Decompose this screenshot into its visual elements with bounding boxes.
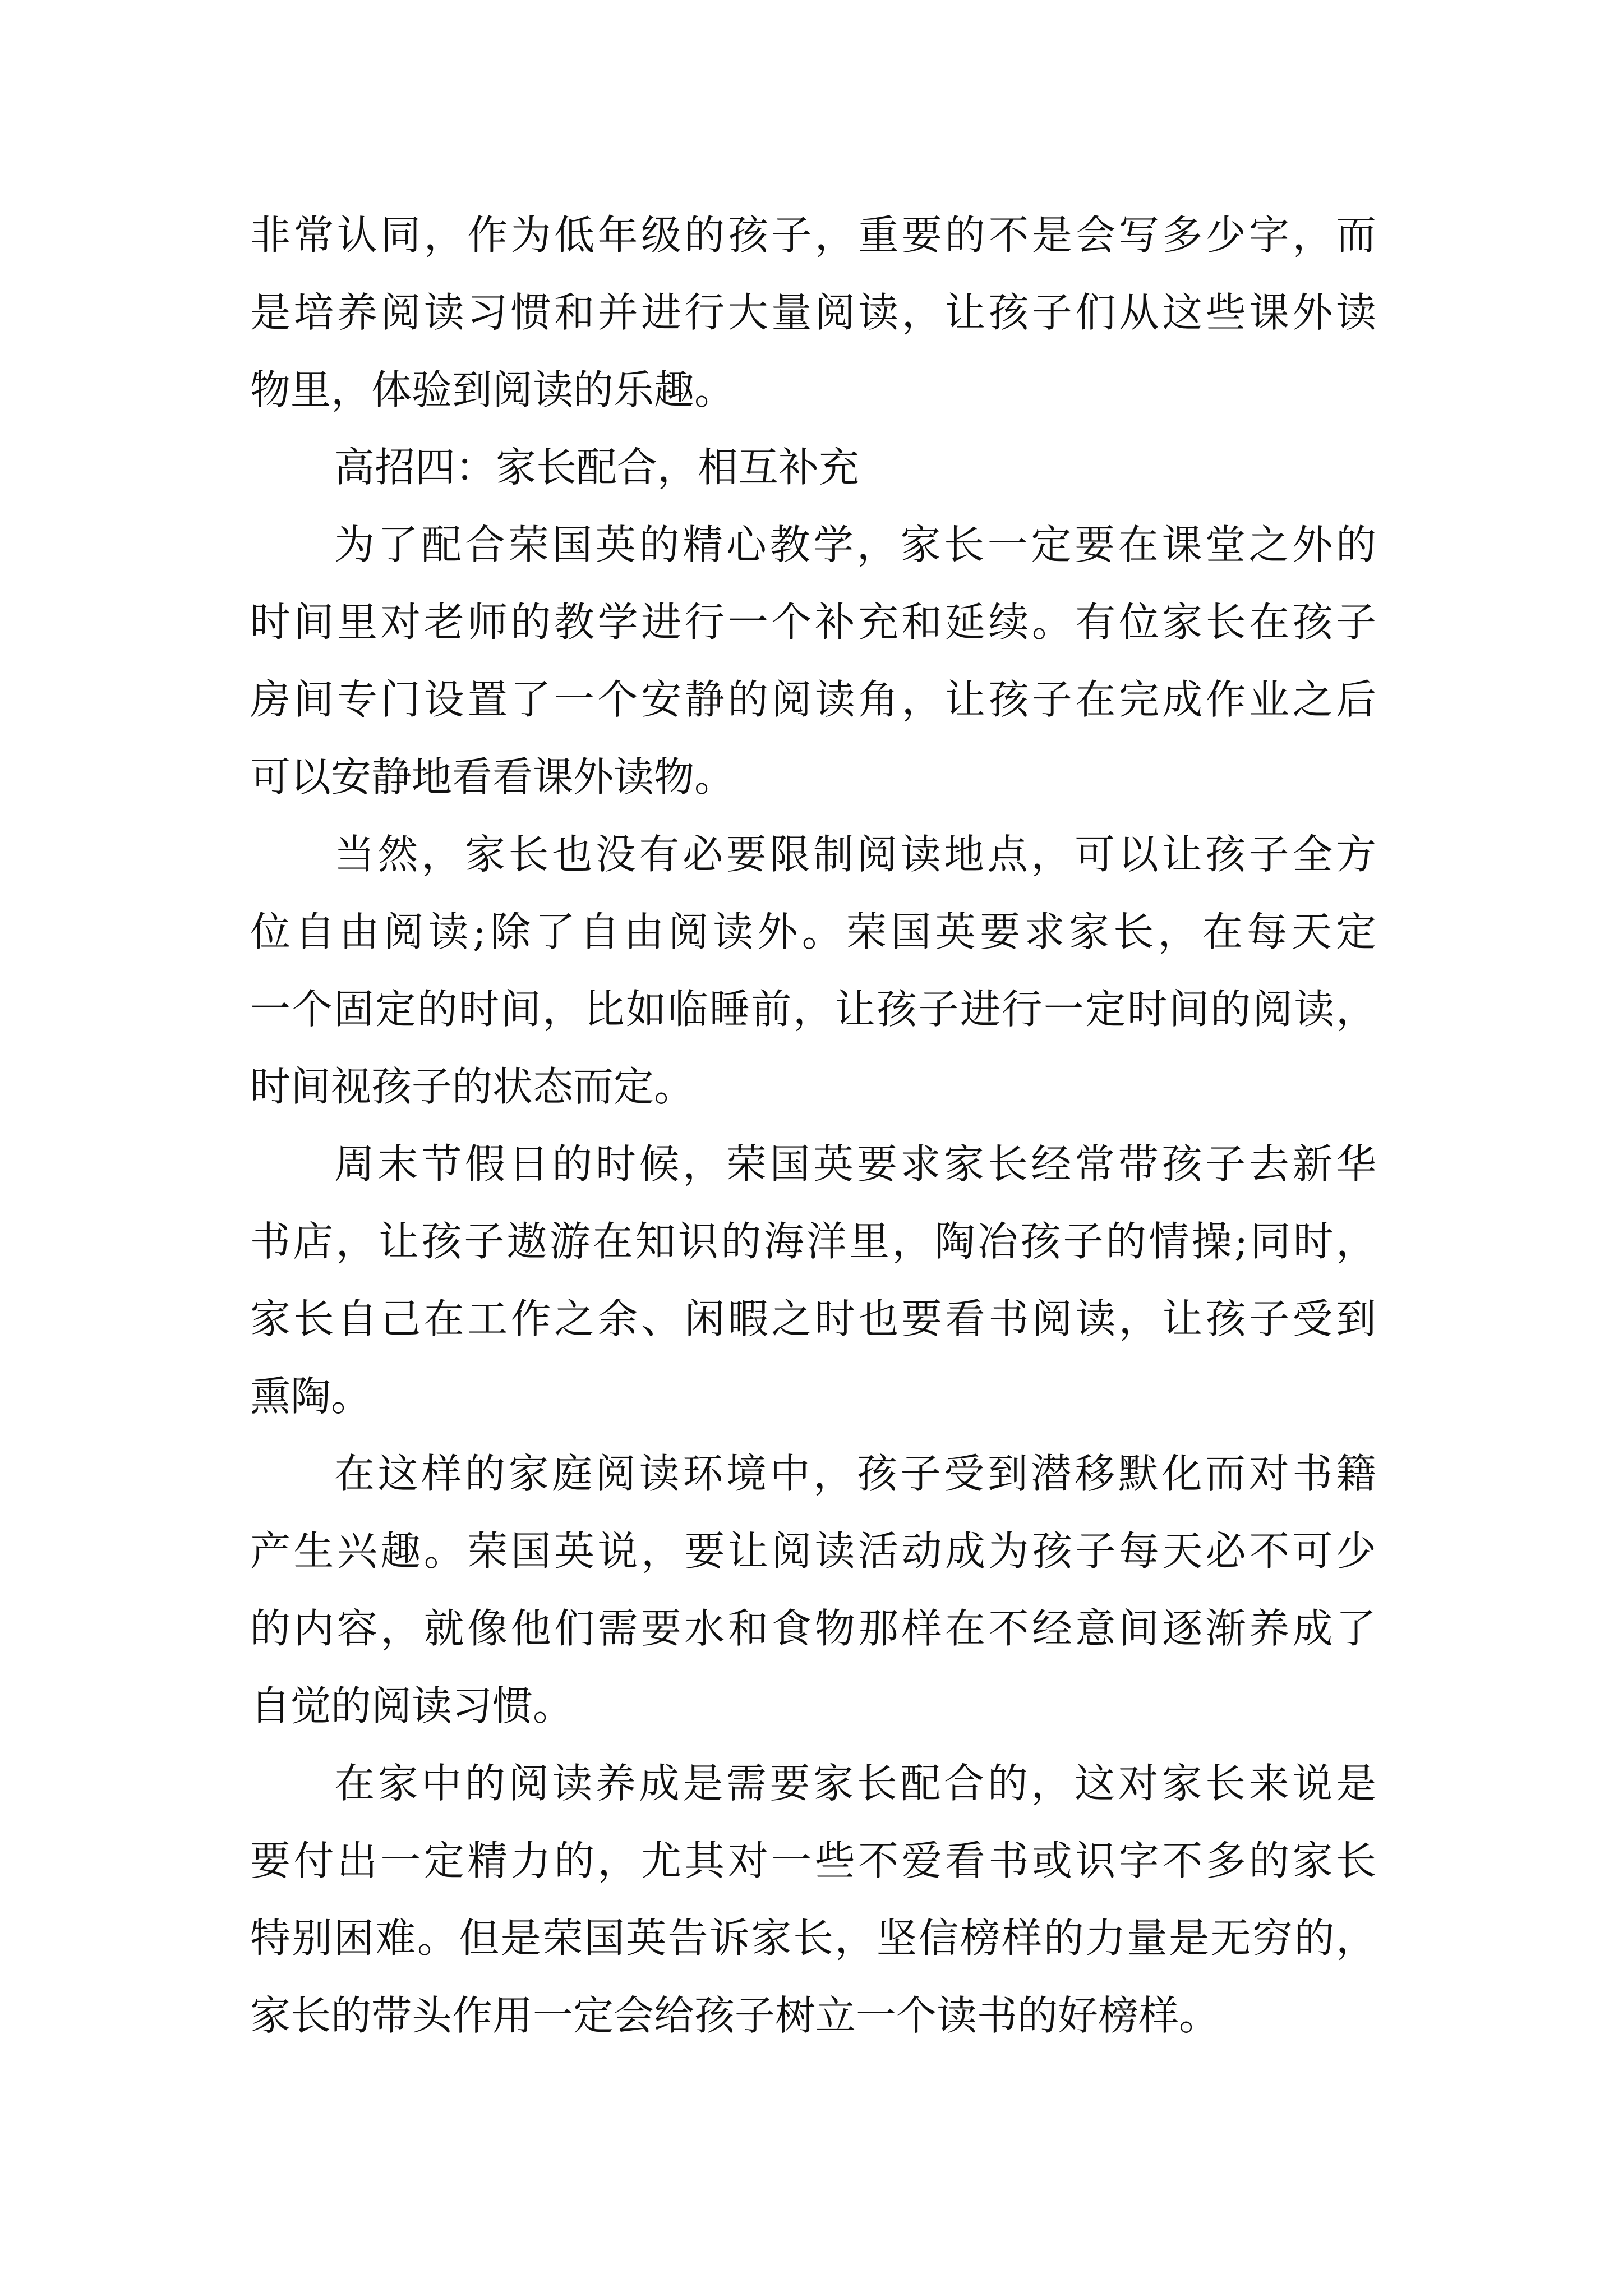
text-line: 的内容，就像他们需要水和食物那样在不经意间逐渐养成了 <box>250 1605 1376 1652</box>
text-line: 书店，让孩子遨游在知识的海洋里，陶冶孩子的情操;同时， <box>250 1218 1376 1265</box>
text-line: 周末节假日的时候，荣国英要求家长经常带孩子去新华 <box>334 1140 1376 1188</box>
text-line: 房间专门设置了一个安静的阅读角，让孩子在完成作业之后 <box>250 676 1376 723</box>
text-line: 非常认同，作为低年级的孩子，重要的不是会写多少字，而 <box>250 211 1376 259</box>
text-line: 时间里对老师的教学进行一个补充和延续。有位家长在孩子 <box>250 599 1376 646</box>
text-line: 为了配合荣国英的精心教学，家长一定要在课堂之外的 <box>334 521 1376 568</box>
text-line: 要付出一定精力的，尤其对一些不爱看书或识字不多的家长 <box>250 1837 1376 1884</box>
text-line: 在这样的家庭阅读环境中，孩子受到潜移默化而对书籍 <box>334 1450 1376 1497</box>
text-line: 自觉的阅读习惯。 <box>250 1682 574 1729</box>
text-line: 是培养阅读习惯和并进行大量阅读，让孩子们从这些课外读 <box>250 289 1376 336</box>
section-heading: 高招四：家长配合，相互补充 <box>334 444 860 491</box>
text-line: 时间视孩子的状态而定。 <box>250 1063 695 1110</box>
text-line: 可以安静地看看课外读物。 <box>250 753 735 800</box>
text-line: 家长自己在工作之余、闲暇之时也要看书阅读，让孩子受到 <box>250 1295 1376 1342</box>
text-line: 家长的带头作用一定会给孩子树立一个读书的好榜样。 <box>250 1992 1220 2039</box>
text-line: 熏陶。 <box>250 1373 372 1420</box>
text-line: 当然，家长也没有必要限制阅读地点，可以让孩子全方 <box>334 831 1376 878</box>
text-line: 一个固定的时间，比如临睡前，让孩子进行一定时间的阅读， <box>250 986 1376 1033</box>
text-line: 特别困难。但是荣国英告诉家长，坚信榜样的力量是无穷的， <box>250 1915 1376 1962</box>
text-line: 位自由阅读;除了自由阅读外。荣国英要求家长，在每天定 <box>250 908 1376 955</box>
text-line: 物里，体验到阅读的乐趣。 <box>250 366 735 413</box>
text-line: 产生兴趣。荣国英说，要让阅读活动成为孩子每天必不可少 <box>250 1527 1376 1575</box>
text-line: 在家中的阅读养成是需要家长配合的，这对家长来说是 <box>334 1760 1376 1807</box>
